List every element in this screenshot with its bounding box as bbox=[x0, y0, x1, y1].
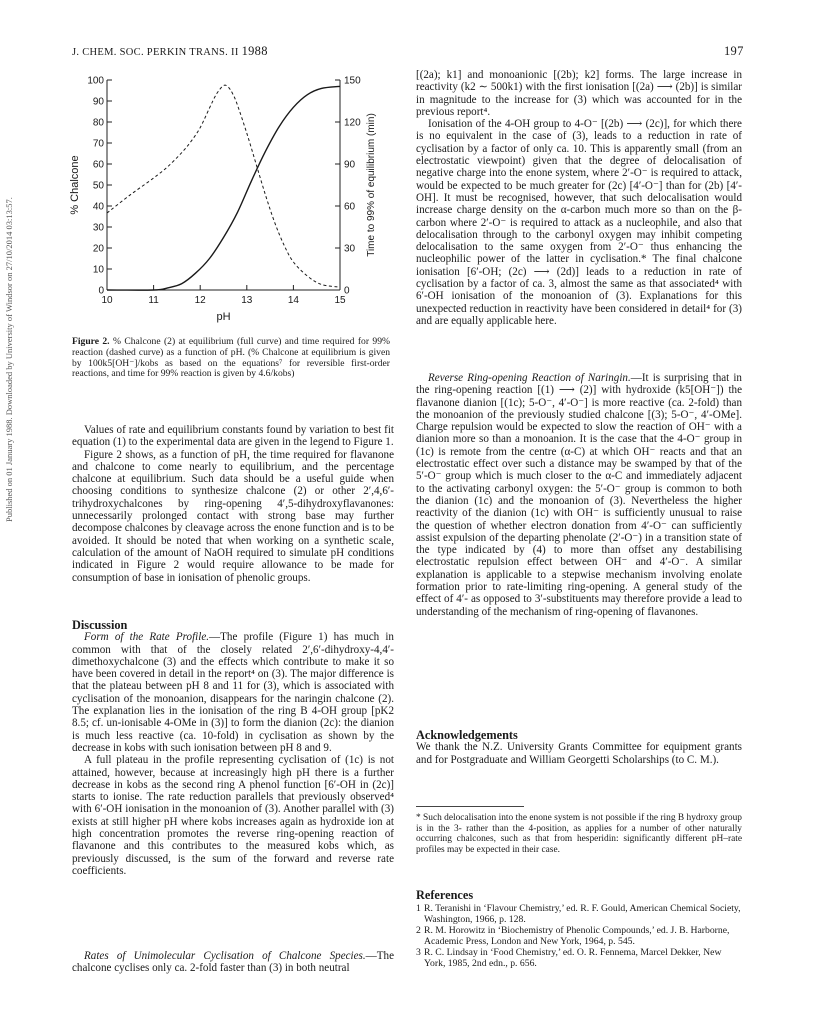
solid-curve-chalcone bbox=[107, 86, 340, 290]
acknowledgements-section bbox=[416, 729, 742, 766]
paragraph: —The profile (Figure 1) has much in common with that of the closely related 2′,6′-dihydroxy-4,4′-dimethoxychalcone (3) and the effects which contribute to make it so have been covered in detail in the report⁴ on (3). The major difference is that the plateau between pH 8 and 11 for (3), which is associated with cyclisation of the monoanion, disappears for the naringin chalcone (2). The explanation lies in the ionisation of the ring B 4-OH group [pK2 8.5; cf. un-ionisable 4-OMe in (3)] to form the dianion (2c): the dianion is much less reactive (ca. 10-fold) in cyclisation as shown by the decrease in kobs with such ionisation between pH 8 and 9. bbox=[72, 631, 394, 754]
x-tick-label: 13 bbox=[241, 295, 253, 306]
x-tick-label: 14 bbox=[287, 295, 299, 306]
reverse-ring-opening-section bbox=[416, 372, 742, 618]
dashed-curve-time bbox=[107, 85, 340, 287]
chart-frame bbox=[107, 80, 340, 290]
figure-caption bbox=[72, 337, 390, 380]
left-tick-label: 20 bbox=[92, 243, 104, 255]
reference-text: R. M. Horowitz in ‘Biochemistry of Phenolic Compounds,’ ed. J. B. Harborne, Academic Press, London and New York, 1964, p. 545. bbox=[424, 925, 730, 947]
reference-item bbox=[416, 947, 742, 969]
reference-text: R. Teranishi in ‘Flavour Chemistry,’ ed. R. F. Gould, American Chemical Society, Washington, 1966, p. 128. bbox=[424, 903, 741, 925]
paragraph: —The chalcone cyclises only ca. 2-fold faster than (3) in both neutral bbox=[72, 950, 394, 975]
right-tick-label: 60 bbox=[344, 201, 356, 213]
figure-caption-text: % Chalcone (2) at equilibrium (full curve) and time required for 99% reaction (dashed curve) as a function of pH. (% Chalcone at equilibrium is given by 100k5[OH⁻]/kobs as based on the equations⁷ for reversible first-order reactions, and time for 99% reaction is given by 4.6/kobs) bbox=[72, 336, 390, 380]
right-tick-label: 30 bbox=[344, 243, 356, 255]
paragraph: [(2a); k1] and monoanionic [(2b); k2] forms. The large increase in reactivity (k2 ∼ 500k1) with the first ionisation [(2a) ⟶ (2b)] is similar in magnitude to the increase for (3) which was accounted for in the previous report⁴. bbox=[416, 69, 742, 118]
running-header bbox=[72, 44, 268, 59]
x-axis-label: pH bbox=[216, 311, 231, 323]
left-tick-label: 0 bbox=[98, 285, 104, 297]
right-tick-label: 150 bbox=[344, 75, 361, 87]
right-tick-label: 120 bbox=[344, 117, 361, 129]
reference-number: 2 bbox=[416, 925, 421, 936]
paragraph: Figure 2 shows, as a function of pH, the time required for flavanone and chalcone to come nearly to equilibrium, and the percentage chalcone at equilibrium. Such data should be a useful guide when choosing conditions to synthesize chalcone (2) or other 2′,4,6′-trihydroxychalcones by ring-opening 4′,5-dihydroxyflavanones: unnecessarily prolonged contact with strong base may further decompose chalcones by cleavage across the enone function and is to be avoided. It should be noted that when working on a synthetic scale, calculation of the amount of NaOH required to simulate pH conditions indicated in Figure 2 would require allowance to be made for consumption of base in ionisation of phenolic groups. bbox=[72, 448, 394, 584]
reference-item bbox=[416, 925, 742, 947]
x-tick-label: 15 bbox=[334, 295, 346, 306]
paragraph: —It is surprising that in the ring-opening reaction [(1) ⟶ (2)] with hydroxide (k5[OH⁻]) the flavanone dianion [(1c); 5-O⁻, 4′-O⁻] is more reactive (ca. 2-fold) than the monoanion of the previously studied chalcone [(3); 5-O⁻, 4′-OMe]. Charge repulsion would be expected to slow the reaction of OH⁻ with a dianion more so than a monoanion. It is the case that the 4-O⁻ group in (1c) is remote from the centre (α-C) at which OH⁻ reacts and that an electrostatic effect over such a distance may be swamped by that of the 5′-O⁻ group which is much closer to the α-C and immediately adjacent to the activating carbonyl oxygen: the 5′-O⁻ group is common to both the dianion (1c) and the monoanion of (3). Nevertheless the higher reactivity of the dianion (1c) with OH⁻ is sufficiently unusual to raise the question of whether electron donation from 4′-O⁻ can sufficiently assist expulsion of the departing phenolate (2′-O⁻) in a transition state of the type indicated by (4) to more than offset any destabilising electrostatic repulsion effect between OH⁻ and 4′-O⁻. A similar explanation is applicable to a stepwise mechanism involving enolate formation prior to rate-limiting ring-opening. A general study of the effect of 4′- as opposed to 3′-substituents may therefore provide a lead to understanding of the mechanism of ring-opening of flavanones. bbox=[416, 372, 742, 618]
x-tick-label: 11 bbox=[148, 295, 159, 306]
left-tick-label: 90 bbox=[92, 96, 104, 108]
acknowledgements-text: We thank the N.Z. University Grants Committee for equipment grants and for Postgraduate and William Georgetti Scholarships (to C. M.). bbox=[416, 741, 742, 766]
page-number: 197 bbox=[724, 44, 744, 58]
discussion-section bbox=[72, 619, 394, 877]
download-notice: Published on 01 January 1988. Downloaded by University of Windsor on 27/10/2014 03:13:57. bbox=[4, 197, 14, 523]
journal-year: 1988 bbox=[241, 44, 268, 58]
left-tick-label: 100 bbox=[87, 75, 104, 87]
x-tick-label: 12 bbox=[194, 295, 206, 306]
left-tick-label: 30 bbox=[92, 222, 104, 234]
right-column-upper bbox=[416, 69, 742, 327]
acknowledgements-heading: Acknowledgements bbox=[416, 728, 518, 742]
paragraph: A full plateau in the profile representing cyclisation of (1c) is not attained, however, because at increasingly high pH there is a further decrease in kobs as the second ring A phenol function [6′-OH in (2c)] starts to ionise. The rate reduction parallels that previously observed⁴ with 6′-OH ionisation in the monoanion of (3). Another parallel with (3) exists at still higher pH where kobs increases again as hydroxide ion at high concentration promotes the reverse ring-opening reaction of flavanone and this contributes to the measured kobs which, as previously discussed, is the sum of the forward and reverse rate coefficients. bbox=[72, 754, 394, 877]
discussion-heading: Discussion bbox=[72, 618, 128, 632]
chart-curves bbox=[107, 85, 340, 290]
right-axis-ticks bbox=[335, 76, 361, 297]
paragraph: Values of rate and equilibrium constants found by variation to best fit equation (1) to the experimental data are given in the legend to Figure 1. bbox=[72, 424, 394, 449]
right-tick-label: 0 bbox=[344, 285, 350, 297]
figure-2-chart bbox=[62, 68, 382, 330]
left-tick-label: 70 bbox=[92, 138, 104, 150]
figure-caption-label: Figure 2. bbox=[72, 336, 110, 347]
journal-name: J. CHEM. SOC. PERKIN TRANS. II bbox=[72, 47, 239, 58]
subsection-title: Reverse Ring-opening Reaction of Naringin. bbox=[428, 372, 631, 384]
left-tick-label: 80 bbox=[92, 117, 104, 129]
reference-number: 1 bbox=[416, 903, 421, 914]
left-tick-label: 50 bbox=[92, 180, 104, 192]
left-tick-label: 10 bbox=[92, 264, 104, 276]
references-section bbox=[416, 888, 742, 969]
subsection-title: Rates of Unimolecular Cyclisation of Chalcone Species. bbox=[84, 950, 366, 962]
cyclisation-section bbox=[72, 950, 394, 975]
right-tick-label: 90 bbox=[344, 159, 356, 171]
y-axis-right-label: Time to 99% of equilibrium (min) bbox=[366, 113, 377, 257]
y-axis-left-label: % Chalcone bbox=[69, 155, 81, 215]
left-tick-label: 40 bbox=[92, 201, 104, 213]
footnote-divider bbox=[416, 806, 524, 807]
reference-item bbox=[416, 903, 742, 925]
references-heading: References bbox=[416, 888, 474, 902]
left-tick-label: 60 bbox=[92, 159, 104, 171]
reference-number: 3 bbox=[416, 947, 421, 958]
x-tick-label: 10 bbox=[101, 295, 113, 306]
left-column-upper bbox=[72, 424, 394, 584]
subsection-title: Form of the Rate Profile. bbox=[84, 631, 210, 644]
left-axis-ticks bbox=[87, 76, 112, 297]
paragraph: Ionisation of the 4-OH group to 4-O⁻ [(2b) ⟶ (2c)], for which there is no equivalent in the case of (3), leads to a reduction in rate of cyclisation by a factor of only ca. 10. This is apparently small (from an electrostatic viewpoint) given that the degree of delocalisation of negative charge into the enone system, where 2′-O⁻ is required to attack, would be expected to be much greater for (2c) [4′-O⁻] than for (2b) [4′-OH]. It must be recognised, however, that such delocalisation would increase charge density on the α-carbon much more so than on the β-carbon where 2′-O⁻ is required to attack as a nucleophile, and also that delocalisation through to the carbonyl oxygen may inhibit competing delocalisation to the same oxygen from 2′-O⁻ thus enhancing the nucleophilic power of the latter in cyclisation.* The final chalcone ionisation [6′-OH; (2c) ⟶ (2d)] leads to a reduction in rate of cyclisation by a factor of ca. 3, almost the same as that associated⁴ with 6′-OH ionisation of the monoanion of (3). Explanations for this unexpected reduction in reactivity have been considered in detail⁴ for (3) and are equally applicable here. bbox=[416, 118, 742, 327]
footnote: * Such delocalisation into the enone system is not possible if the ring B hydroxy group is in the 3- rather than the 4-position, as applies for a number of other naturally occurring chalcones, such as that from hesperidin: significantly different pH–rate profiles may be expected in their case. bbox=[416, 813, 742, 855]
x-axis-ticks bbox=[101, 285, 346, 306]
references-list bbox=[416, 903, 742, 969]
reference-text: R. C. Lindsay in ‘Food Chemistry,’ ed. O. R. Fennema, Marcel Dekker, New York, 1985, 2nd edn., p. 656. bbox=[424, 947, 722, 969]
